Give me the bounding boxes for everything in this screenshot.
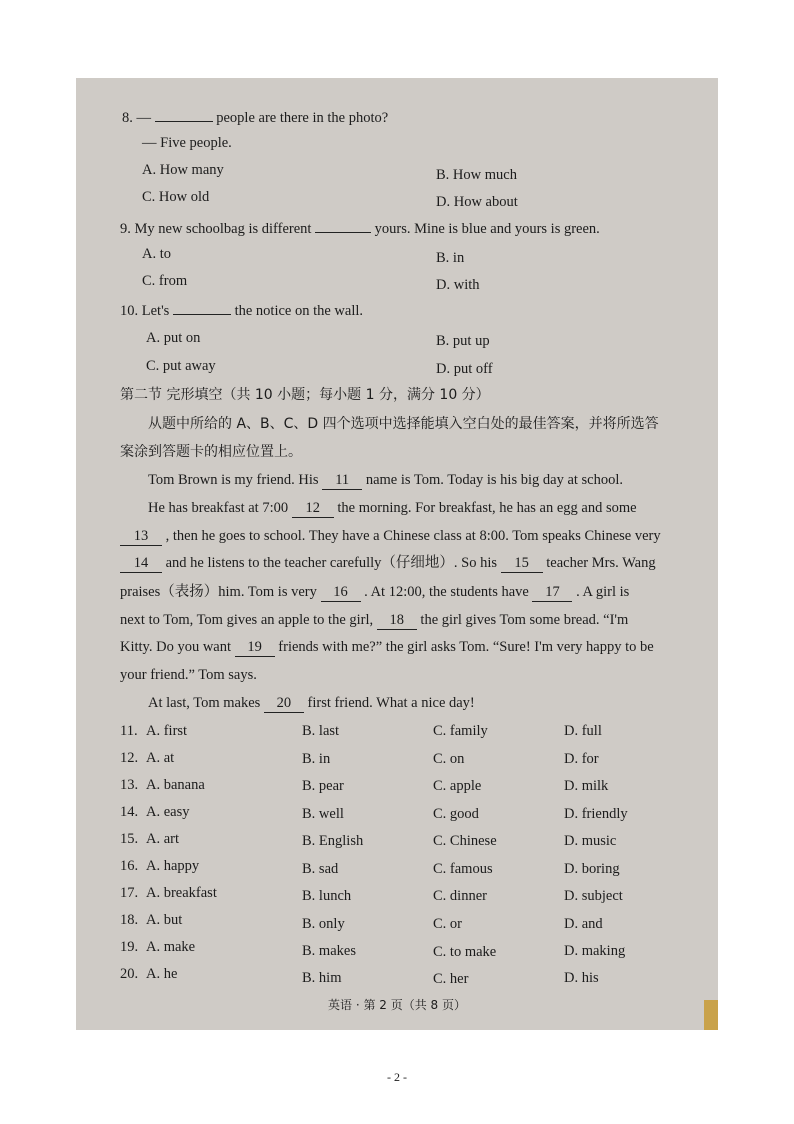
option-d: D. full xyxy=(564,723,602,739)
question-8: 8. — people are there in the photo? xyxy=(122,110,389,126)
option-c: C. on xyxy=(433,751,465,767)
cloze-blank-11: 11 xyxy=(322,471,362,490)
exam-page-photo xyxy=(76,78,718,1030)
option-b: B. English xyxy=(302,833,364,849)
option-a: A. make xyxy=(146,939,196,955)
section-instruction-cont: 案涂到答题卡的相应位置上。 xyxy=(120,444,302,460)
cloze-blank-12: 12 xyxy=(292,499,334,518)
option-c: C. good xyxy=(433,806,479,822)
option-a: A. easy xyxy=(146,804,190,820)
option-row-number: 13. xyxy=(120,777,139,793)
passage-line: praises（表扬）him. Tom is very 16 . At 12:00, the students have 17 . A girl is xyxy=(120,584,630,600)
option-10b: B. put up xyxy=(436,333,490,349)
passage-line: At last, Tom makes 20 first friend. What a nice day! xyxy=(148,695,475,711)
cloze-blank-17: 17 xyxy=(532,583,572,602)
option-c: C. her xyxy=(433,971,469,987)
question-8-reply: — Five people. xyxy=(142,135,232,151)
passage-line: your friend.” Tom says. xyxy=(120,667,257,683)
option-10c: C. put away xyxy=(146,358,216,374)
passage-line: He has breakfast at 7:00 12 the morning. For breakfast, he has an egg and some xyxy=(148,500,637,516)
option-b: B. well xyxy=(302,806,344,822)
option-b: B. him xyxy=(302,970,342,986)
section-instruction: 从题中所给的 A、B、C、D 四个选项中选择能填入空白处的最佳答案，并将所选答 xyxy=(148,416,659,432)
option-c: C. family xyxy=(433,723,488,739)
option-d: D. subject xyxy=(564,888,623,904)
option-row-number: 15. xyxy=(120,831,139,847)
cloze-blank-16: 16 xyxy=(321,583,361,602)
option-8b: B. How much xyxy=(436,167,517,183)
option-row-number: 12. xyxy=(120,750,139,766)
option-c: C. Chinese xyxy=(433,833,497,849)
option-d: D. and xyxy=(564,916,603,932)
option-9b: B. in xyxy=(436,250,465,266)
option-10d: D. put off xyxy=(436,361,493,377)
option-b: B. only xyxy=(302,916,345,932)
page-number: - 2 - xyxy=(387,1070,407,1084)
passage-line: 13 , then he goes to school. They have a Chinese class at 8:00. Tom speaks Chinese very xyxy=(120,527,661,546)
option-row-number: 19. xyxy=(120,939,139,955)
option-9a: A. to xyxy=(142,246,171,262)
option-8c: C. How old xyxy=(142,189,210,205)
option-d: D. his xyxy=(564,970,599,986)
option-b: B. in xyxy=(302,751,331,767)
option-c: C. apple xyxy=(433,778,482,794)
option-c: C. to make xyxy=(433,944,497,960)
option-c: C. dinner xyxy=(433,888,487,904)
cloze-blank-18: 18 xyxy=(377,611,417,630)
option-a: A. but xyxy=(146,912,183,928)
option-b: B. sad xyxy=(302,861,339,877)
option-a: A. breakfast xyxy=(146,885,217,901)
option-9d: D. with xyxy=(436,277,480,293)
passage-line: 14 and he listens to the teacher carefully（仔细地）. So his 15 teacher Mrs. Wang xyxy=(120,554,656,573)
question-9: 9. My new schoolbag is different yours. Mine is blue and yours is green. xyxy=(120,221,600,237)
cloze-blank-19: 19 xyxy=(235,638,275,657)
option-row-number: 17. xyxy=(120,885,139,901)
option-a: A. banana xyxy=(146,777,205,793)
answer-blank xyxy=(315,219,371,233)
option-a: A. art xyxy=(146,831,180,847)
section-title: 第二节 完形填空（共 10 小题；每小题 1 分，满分 10 分） xyxy=(120,387,490,403)
option-10a: A. put on xyxy=(146,330,201,346)
option-b: B. last xyxy=(302,723,340,739)
option-row-number: 16. xyxy=(120,858,139,874)
option-8a: A. How many xyxy=(142,162,224,178)
cloze-blank-20: 20 xyxy=(264,694,304,713)
passage-line: next to Tom, Tom gives an apple to the girl, 18 the girl gives Tom some bread. “I'm xyxy=(120,612,629,628)
option-c: C. or xyxy=(433,916,462,932)
option-b: B. makes xyxy=(302,943,356,959)
option-a: A. first xyxy=(146,723,188,739)
option-a: A. at xyxy=(146,750,175,766)
option-row-number: 11. xyxy=(120,723,138,739)
cloze-blank-13: 13 xyxy=(120,527,162,546)
option-a: A. he xyxy=(146,966,178,982)
option-row-number: 18. xyxy=(120,912,139,928)
option-b: B. lunch xyxy=(302,888,352,904)
passage-line: Tom Brown is my friend. His 11 name is Tom. Today is his big day at school. xyxy=(148,472,624,488)
option-d: D. boring xyxy=(564,861,620,877)
option-d: D. making xyxy=(564,943,626,959)
cloze-blank-15: 15 xyxy=(501,554,543,573)
option-d: D. milk xyxy=(564,778,609,794)
option-c: C. famous xyxy=(433,861,493,877)
option-row-number: 20. xyxy=(120,966,139,982)
answer-blank xyxy=(173,301,231,315)
passage-line: Kitty. Do you want 19 friends with me?” the girl asks Tom. “Sure! I'm very happy to be xyxy=(120,639,654,655)
option-8d: D. How about xyxy=(436,194,518,210)
answer-blank xyxy=(155,108,213,122)
option-row-number: 14. xyxy=(120,804,139,820)
option-a: A. happy xyxy=(146,858,200,874)
question-10: 10. Let's the notice on the wall. xyxy=(120,303,364,319)
option-d: D. friendly xyxy=(564,806,628,822)
cloze-blank-14: 14 xyxy=(120,554,162,573)
option-b: B. pear xyxy=(302,778,344,794)
page-footer: 英语 · 第 2 页（共 8 页） xyxy=(328,998,466,1012)
option-9c: C. from xyxy=(142,273,188,289)
option-d: D. music xyxy=(564,833,617,849)
option-d: D. for xyxy=(564,751,599,767)
